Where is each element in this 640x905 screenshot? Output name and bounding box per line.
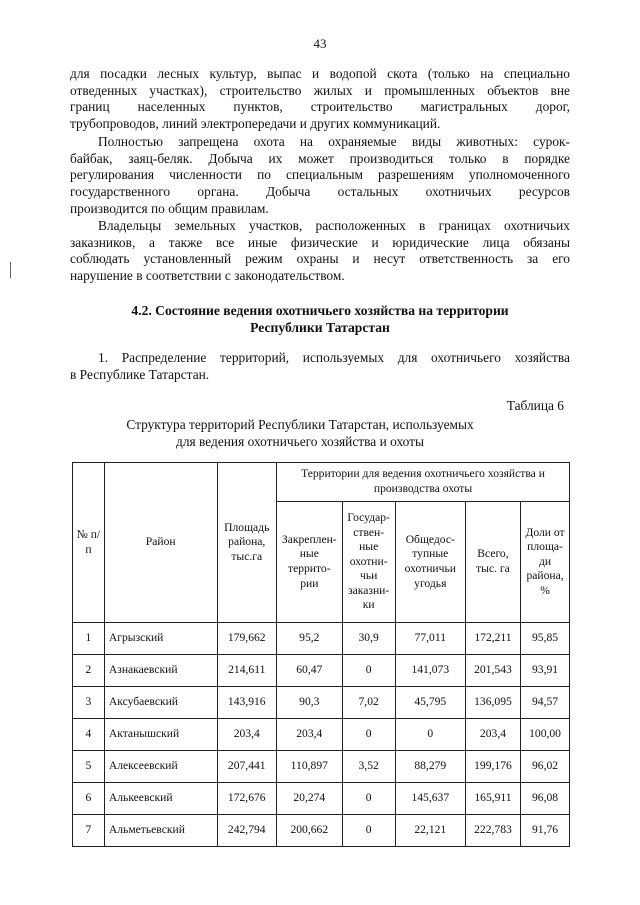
cell-area: 242,794 <box>217 815 277 847</box>
header-total: Всего, тыс. га <box>465 502 520 623</box>
header-share: Доли от площа-ди района, % <box>521 502 570 623</box>
cell-total: 201,543 <box>465 655 520 687</box>
cell-public: 141,073 <box>395 655 465 687</box>
table-title-line-2: для ведения охотничьего хозяйства и охоты <box>176 434 424 449</box>
cell-fixed: 110,897 <box>277 751 343 783</box>
cell-share: 94,57 <box>521 687 570 719</box>
cell-district: Азнакаевский <box>104 655 217 687</box>
cell-reserves: 0 <box>342 655 395 687</box>
cell-fixed: 200,662 <box>277 815 343 847</box>
paragraph-line: регулирования численности по специальным разрешениям уполномоченного <box>70 167 570 183</box>
cell-fixed: 20,274 <box>277 783 343 815</box>
header-public-grounds: Общедос-тупные охотничьи угодья <box>395 502 465 623</box>
cell-total: 172,211 <box>465 623 520 655</box>
header-state-reserves: Государ-ствен-ные охотни-чьи заказни-ки <box>342 502 395 623</box>
paragraph-line: трубопроводов, линий электропередачи и других коммуникаций. <box>70 116 441 132</box>
cell-share: 96,02 <box>521 751 570 783</box>
table-row <box>73 815 570 847</box>
cell-fixed: 60,47 <box>277 655 343 687</box>
cell-district: Альметьевский <box>104 815 217 847</box>
cell-no: 6 <box>73 783 105 815</box>
header-area: Площадь района, тыс.га <box>217 463 277 623</box>
cell-total: 203,4 <box>465 719 520 751</box>
cell-area: 143,916 <box>217 687 277 719</box>
cell-public: 145,637 <box>395 783 465 815</box>
cell-fixed: 90,3 <box>277 687 343 719</box>
section-heading-line-2: Республики Татарстан <box>250 320 390 335</box>
cell-no: 5 <box>73 751 105 783</box>
cell-total: 222,783 <box>465 815 520 847</box>
cell-district: Алькеевский <box>104 783 217 815</box>
paragraph-line: соблюдать установленный режим охраны и несут ответственность за его <box>70 251 570 267</box>
cell-district: Алексеевский <box>104 751 217 783</box>
table-label: Таблица 6 <box>506 398 564 413</box>
paragraph-line: в Республике Татарстан. <box>70 366 210 382</box>
cell-share: 91,76 <box>521 815 570 847</box>
table-row <box>73 751 570 783</box>
cell-district: Аксубаевский <box>104 687 217 719</box>
territory-table <box>72 462 570 847</box>
cell-area: 207,441 <box>217 751 277 783</box>
cell-no: 1 <box>73 623 105 655</box>
header-no: № п/п <box>73 463 105 623</box>
section-heading-line-1: 4.2. Состояние ведения охотничьего хозяйства на территории <box>131 303 509 318</box>
table-row <box>73 687 570 719</box>
margin-mark <box>10 262 11 278</box>
paragraph-line: байбак, заяц-беляк. Добыча их может производиться только в порядке <box>70 150 570 166</box>
cell-public: 88,279 <box>395 751 465 783</box>
cell-area: 203,4 <box>217 719 277 751</box>
cell-public: 0 <box>395 719 465 751</box>
paragraph-line: государственного органа. Добыча остальных охотничьих ресурсов <box>70 184 570 200</box>
paragraph-line: для посадки лесных культур, выпас и водопой скота (только на специально <box>70 66 570 81</box>
paragraph-line: отведенных участках), строительство жилых и промышленных объектов вне <box>70 82 570 98</box>
cell-area: 172,676 <box>217 783 277 815</box>
table-row <box>73 655 570 687</box>
paragraph-4 <box>70 350 570 383</box>
cell-reserves: 0 <box>342 719 395 751</box>
paragraph-2 <box>70 134 570 218</box>
cell-reserves: 7,02 <box>342 687 395 719</box>
cell-share: 95,85 <box>521 623 570 655</box>
header-district: Район <box>104 463 217 623</box>
cell-no: 3 <box>73 687 105 719</box>
cell-public: 45,795 <box>395 687 465 719</box>
paragraph-line: Владельцы земельных участков, расположенных в границах охотничьих <box>98 218 570 233</box>
cell-share: 93,91 <box>521 655 570 687</box>
cell-share: 100,00 <box>521 719 570 751</box>
cell-no: 7 <box>73 815 105 847</box>
cell-no: 2 <box>73 655 105 687</box>
cell-fixed: 203,4 <box>277 719 343 751</box>
cell-fixed: 95,2 <box>277 623 343 655</box>
paragraph-line: производится по общим правилам. <box>70 200 269 216</box>
section-heading <box>70 302 570 336</box>
paragraph-line: заказников, а также все иные физические и юридические лица обязаны <box>70 234 570 250</box>
cell-total: 165,911 <box>465 783 520 815</box>
cell-reserves: 3,52 <box>342 751 395 783</box>
cell-total: 199,176 <box>465 751 520 783</box>
cell-reserves: 0 <box>342 815 395 847</box>
header-territories-group: Территории для ведения охотничьего хозяйства и производства охоты <box>277 463 570 502</box>
paragraph-1 <box>70 66 570 133</box>
table-title-line-1: Структура территорий Республики Татарстан, используемых <box>126 417 474 432</box>
cell-area: 179,662 <box>217 623 277 655</box>
table-title <box>70 416 570 450</box>
cell-public: 22,121 <box>395 815 465 847</box>
cell-reserves: 0 <box>342 783 395 815</box>
paragraph-3 <box>70 218 570 285</box>
page-number: 43 <box>313 36 327 51</box>
paragraph-line: 1. Распределение территорий, используемых для охотничьего хозяйства <box>98 350 570 365</box>
cell-district: Актанышский <box>104 719 217 751</box>
cell-reserves: 30,9 <box>342 623 395 655</box>
table-body <box>73 623 570 847</box>
header-fixed-territories: Закреплен-ные террито-рии <box>277 502 343 623</box>
paragraph-line: Полностью запрещена охота на охраняемые виды животных: сурок- <box>98 134 570 149</box>
cell-no: 4 <box>73 719 105 751</box>
paragraph-line: нарушение в соответствии с законодательством. <box>70 268 345 284</box>
cell-share: 96,08 <box>521 783 570 815</box>
paragraph-line: границ населенных пунктов, строительство магистральных дорог, <box>70 99 570 115</box>
cell-public: 77,011 <box>395 623 465 655</box>
table-row <box>73 623 570 655</box>
table-row <box>73 783 570 815</box>
cell-total: 136,095 <box>465 687 520 719</box>
table-row <box>73 719 570 751</box>
cell-district: Агрызский <box>104 623 217 655</box>
cell-area: 214,611 <box>217 655 277 687</box>
